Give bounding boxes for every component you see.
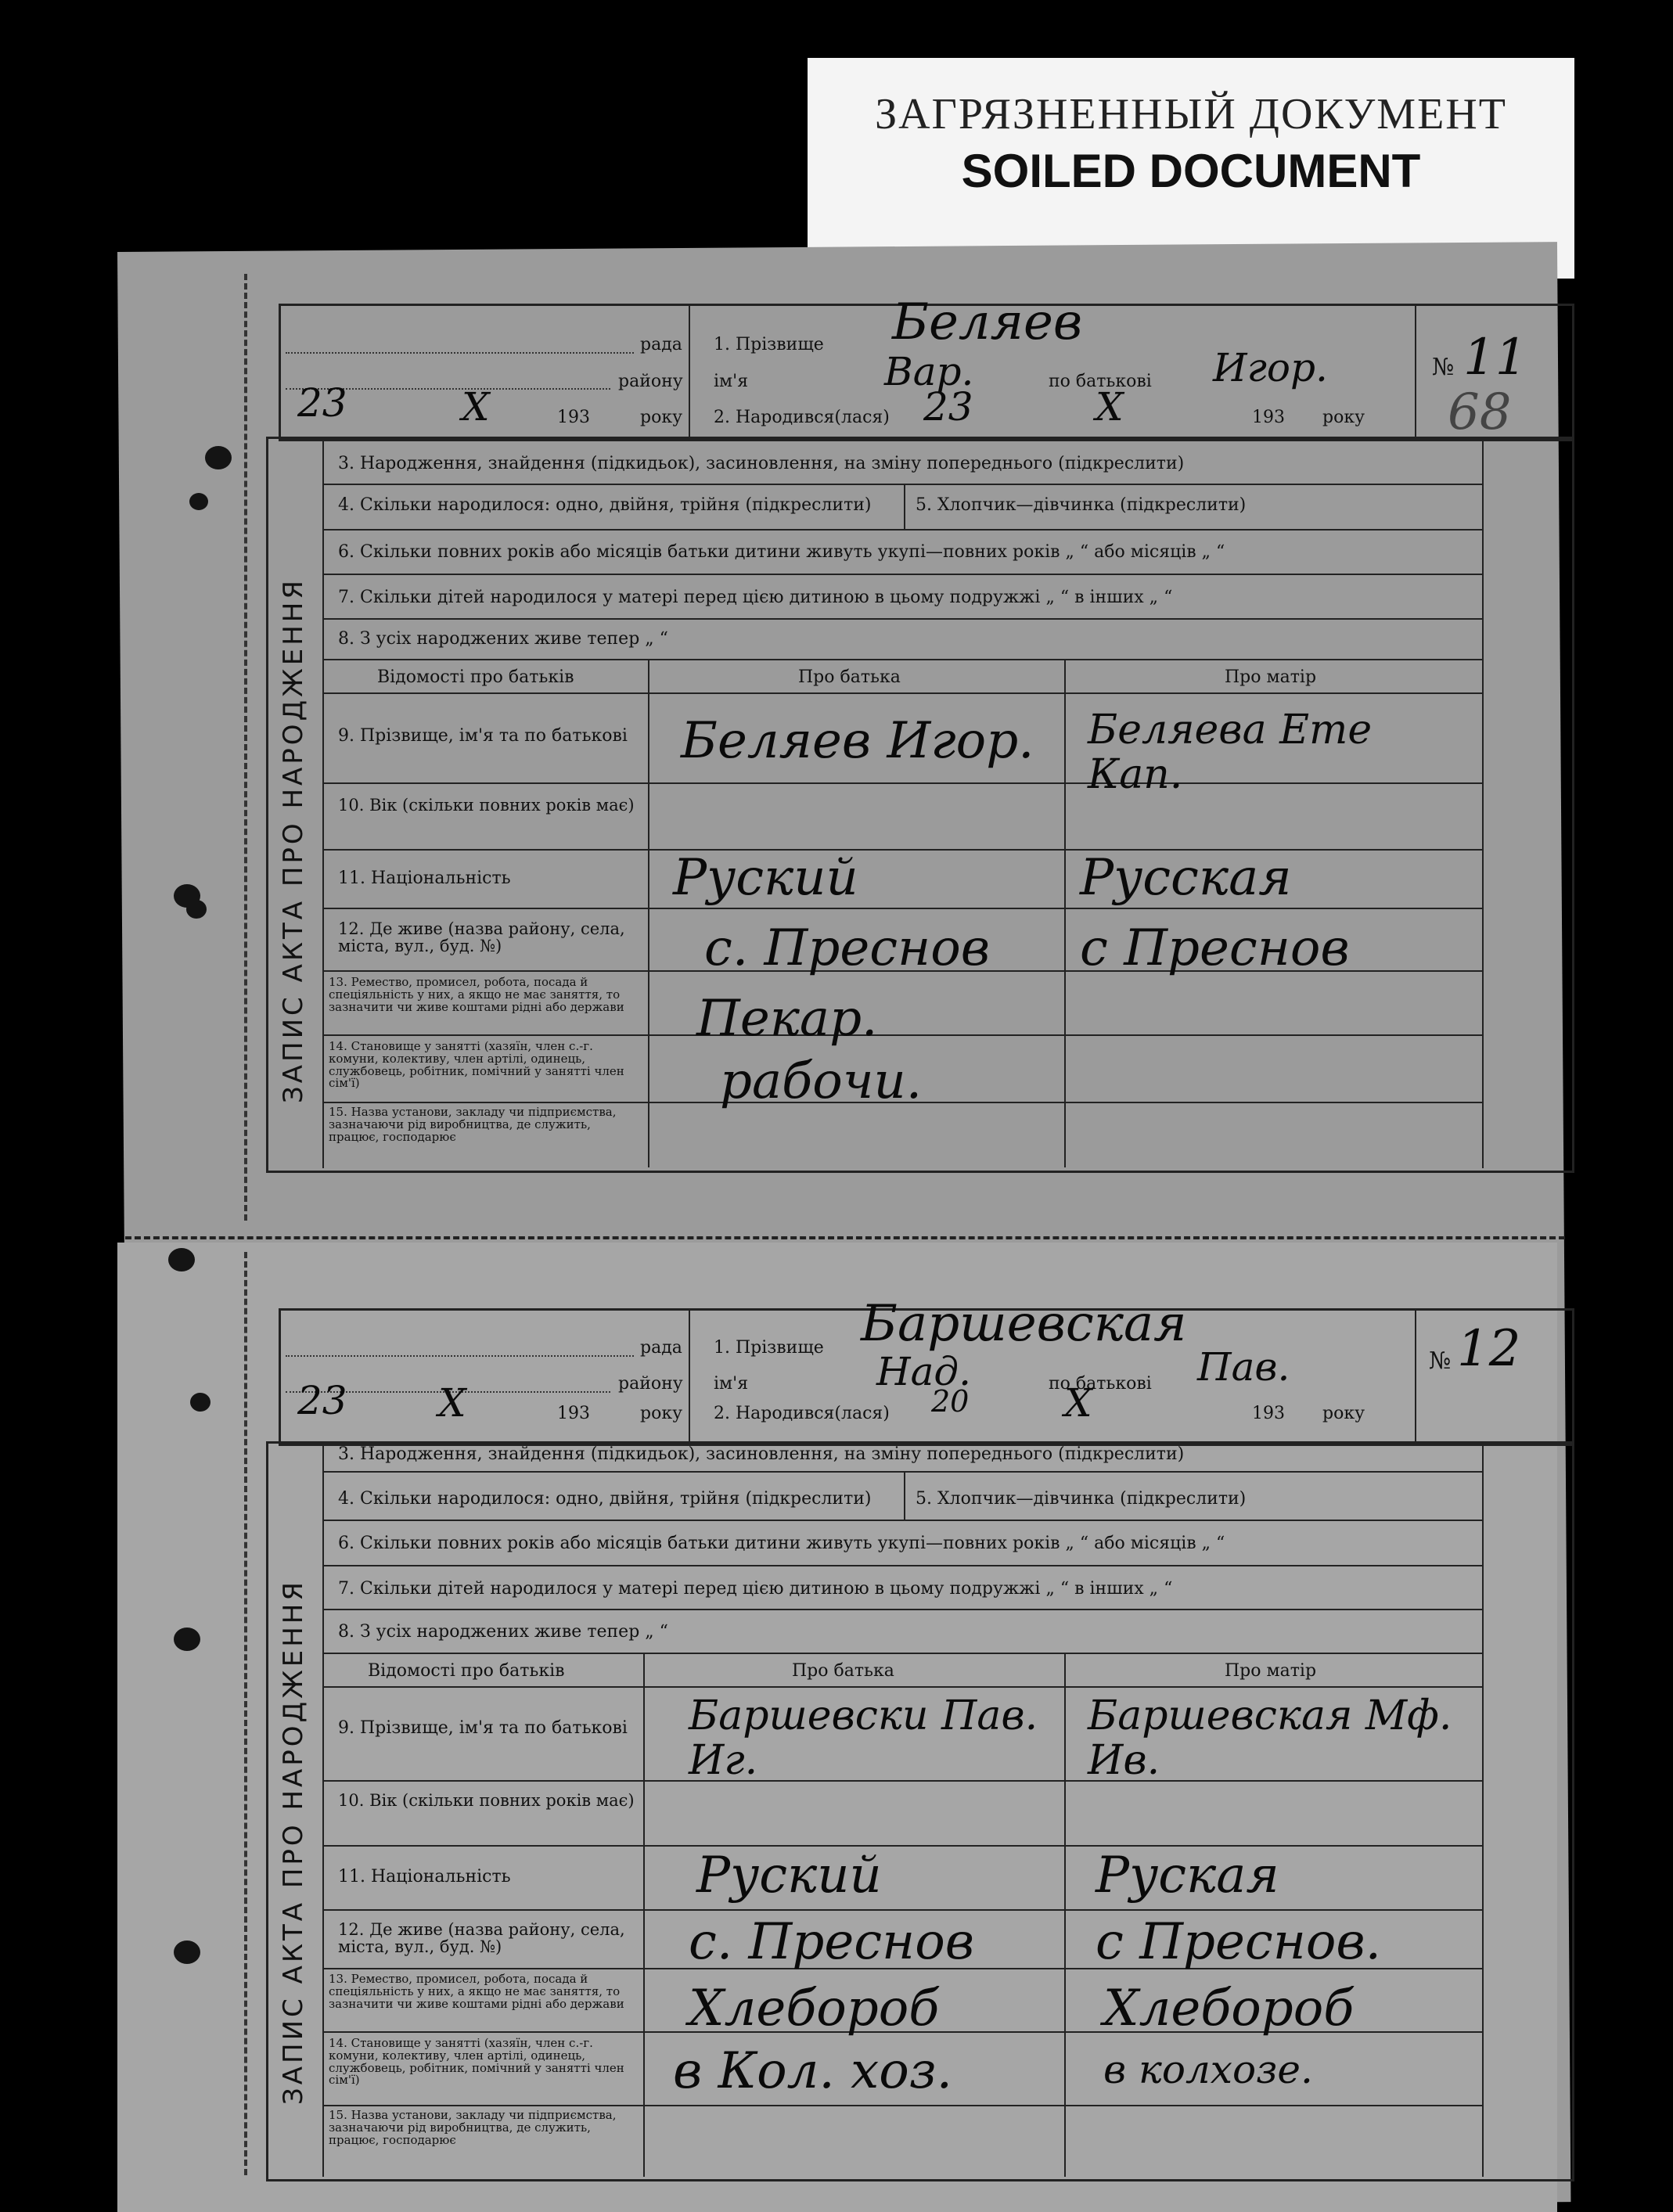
father-occupation: Пекар. bbox=[696, 990, 878, 1048]
row-line bbox=[324, 1686, 1482, 1688]
father-name: Баршевски Пав. Иг. bbox=[689, 1692, 1038, 1785]
field-3-label: 3. Народження, знайдення (підкидьок), засиновлення, на зміну попереднього (підкреслити) bbox=[338, 454, 1185, 473]
mother-position: в колхозе. bbox=[1103, 2047, 1313, 2092]
registration-day: 23 bbox=[297, 1378, 347, 1423]
field-6-label: 6. Скільки повних років або місяців батьки дитини живуть укупі—повних років „ “ або місяців „ “ bbox=[338, 1534, 1225, 1553]
row-12-label: 12. Де живе (назва району, села, міста, вул., буд. №) bbox=[338, 1920, 625, 1957]
child-surname: Баршевская bbox=[861, 1295, 1187, 1353]
name-label: ім'я bbox=[714, 372, 749, 391]
row-line bbox=[324, 1653, 1482, 1654]
year-label: 193 bbox=[557, 408, 590, 427]
col-divider bbox=[643, 1653, 645, 2177]
field-7-label: 7. Скільки дітей народилося у матері перед цією дитиною в цьому подружжі „ “ в інших „ “ bbox=[338, 588, 1173, 607]
mother-col-header: Про матір bbox=[1225, 1661, 1317, 1681]
row-9-label: 9. Прізвище, ім'я та по батькові bbox=[338, 726, 628, 746]
born-roku-label: року bbox=[1322, 1404, 1365, 1423]
record-number-label: № bbox=[1429, 1347, 1452, 1375]
field-7-label: 7. Скільки дітей народилося у матері перед цією дитиною в цьому подружжі „ “ в інших „ “ bbox=[338, 1579, 1173, 1599]
born-year-label: 193 bbox=[1252, 408, 1285, 427]
field-3-label: 3. Народження, знайдення (підкидьок), засиновлення, на зміну попереднього (підкреслити) bbox=[338, 1444, 1185, 1464]
father-residence: с. Преснов bbox=[704, 919, 990, 977]
row-line bbox=[324, 618, 1482, 620]
mother-name: Беляева Ете Кап. bbox=[1088, 707, 1373, 799]
row-11-label: 11. Національність bbox=[338, 1867, 511, 1886]
field-8-label: 8. З усіх народжених живе тепер „ “ bbox=[338, 1622, 668, 1642]
col-divider bbox=[1482, 1443, 1484, 2177]
born-year-label: 193 bbox=[1252, 1404, 1285, 1423]
row-line bbox=[324, 1565, 1482, 1566]
field-6-label: 6. Скільки повних років або місяців батьки дитини живуть укупі—повних років „ “ або місяців „ “ bbox=[338, 542, 1225, 562]
col-divider bbox=[648, 659, 649, 1167]
row-11-label: 11. Національність bbox=[338, 869, 511, 888]
punch-hole bbox=[174, 1940, 200, 1964]
row-line bbox=[324, 1909, 1482, 1911]
birth-month: X bbox=[1096, 384, 1124, 430]
punch-hole bbox=[189, 493, 208, 510]
row-line bbox=[324, 1471, 1482, 1473]
punch-hole bbox=[190, 1393, 210, 1412]
surname-label: 1. Прізвище bbox=[714, 1338, 824, 1358]
record-side-title: ЗАПИС АКТА ПРО НАРОДЖЕННЯ bbox=[278, 1579, 309, 2105]
mother-residence: с Преснов bbox=[1080, 919, 1350, 977]
birth-day: 23 bbox=[923, 384, 973, 430]
patronymic-label: по батькові bbox=[1049, 372, 1152, 391]
side-title-divider bbox=[322, 438, 324, 1168]
born-label: 2. Народився(лася) bbox=[714, 408, 890, 427]
perforation-line bbox=[244, 1252, 247, 2175]
row-13-label: 13. Ремество, промисел, робота, посада й спеціяльність у них, а якщо не має заняття, то зазначити чи живе коштами рідні або держави bbox=[329, 1972, 624, 2011]
registration-month: X bbox=[462, 384, 490, 430]
row-line bbox=[324, 574, 1482, 575]
row-line bbox=[324, 1034, 1482, 1036]
rayonu-label: району bbox=[618, 372, 683, 391]
rada-line bbox=[286, 352, 634, 354]
rada-label: рада bbox=[640, 335, 682, 354]
born-roku-label: року bbox=[1322, 408, 1365, 427]
roku-label: року bbox=[640, 408, 683, 427]
row-line bbox=[324, 1609, 1482, 1610]
rada-line bbox=[286, 1355, 634, 1357]
row-line bbox=[324, 529, 1482, 531]
rayonu-label: району bbox=[618, 1374, 683, 1394]
stamp-english-text: SOILED DOCUMENT bbox=[961, 145, 1421, 197]
father-nationality: Руский bbox=[673, 849, 858, 907]
mother-residence: с Преснов. bbox=[1096, 1913, 1381, 1971]
archive-number: 68 bbox=[1448, 383, 1512, 441]
row-15-label: 15. Назва установи, закладу чи підприємства, зазначаючи рід виробництва, де служить, працює, господарює bbox=[329, 2108, 617, 2147]
row-divider bbox=[904, 484, 905, 529]
birth-month: X bbox=[1064, 1380, 1092, 1426]
row-line bbox=[324, 2105, 1482, 2106]
header-divider bbox=[689, 305, 690, 437]
col-divider bbox=[1064, 1653, 1066, 2177]
header-divider bbox=[689, 1310, 690, 1441]
registration-month: X bbox=[438, 1380, 466, 1426]
birth-day: 20 bbox=[931, 1384, 970, 1419]
father-nationality: Руский bbox=[696, 1847, 882, 1904]
row-13-label: 13. Ремество, промисел, робота, посада й спеціяльність у них, а якщо не має заняття, то зазначити чи живе коштами рідні або держави bbox=[329, 975, 624, 1014]
punch-hole bbox=[205, 446, 232, 469]
record-side-title: ЗАПИС АКТА ПРО НАРОДЖЕННЯ bbox=[278, 577, 309, 1103]
row-10-label: 10. Вік (скільки повних років має) bbox=[338, 796, 635, 815]
row-line bbox=[324, 1845, 1482, 1847]
father-occupation: Хлебороб bbox=[689, 1980, 940, 2038]
row-9-label: 9. Прізвище, ім'я та по батькові bbox=[338, 1718, 628, 1738]
child-name: Вар. bbox=[884, 349, 974, 394]
name-label: ім'я bbox=[714, 1374, 749, 1394]
rada-label: рада bbox=[640, 1338, 682, 1358]
field-4-label: 4. Скільки народилося: одно, двійня, трійня (підкреслити) bbox=[338, 495, 872, 515]
punch-hole bbox=[174, 1628, 200, 1651]
registration-day: 23 bbox=[297, 380, 347, 426]
row-14-label: 14. Становище у занятті (хазяїн, член с.-г. комуни, колективу, член артілі, одинець, службовець, робітник, помічний у занятті член сім'ї) bbox=[329, 2036, 624, 2088]
year-label: 193 bbox=[557, 1404, 590, 1423]
father-name: Беляев Игор. bbox=[681, 712, 1034, 770]
parents-col-header: Відомості про батьків bbox=[377, 667, 574, 687]
child-name: Над. bbox=[876, 1349, 971, 1394]
punch-hole bbox=[186, 900, 207, 919]
mother-nationality: Русская bbox=[1080, 849, 1292, 907]
mother-col-header: Про матір bbox=[1225, 667, 1317, 687]
mother-name: Баршевская Мф. Ив. bbox=[1088, 1692, 1452, 1785]
row-line bbox=[324, 1520, 1482, 1521]
record-number: 12 bbox=[1457, 1320, 1521, 1378]
child-patronymic: Игор. bbox=[1213, 345, 1328, 390]
child-surname: Беляев bbox=[892, 293, 1083, 351]
father-col-header: Про батька bbox=[792, 1661, 894, 1681]
roku-label: року bbox=[640, 1404, 683, 1423]
perforation-line bbox=[244, 274, 247, 1221]
row-line bbox=[324, 908, 1482, 909]
field-4-label: 4. Скільки народилося: одно, двійня, трійня (підкреслити) bbox=[338, 1489, 872, 1509]
col-divider bbox=[1482, 438, 1484, 1168]
row-divider bbox=[904, 1471, 905, 1520]
father-residence: с. Преснов bbox=[689, 1913, 974, 1971]
surname-label: 1. Прізвище bbox=[714, 335, 824, 354]
born-label: 2. Народився(лася) bbox=[714, 1404, 890, 1423]
stamp-russian-text: ЗАГРЯЗНЕННЫЙ ДОКУМЕНТ bbox=[875, 90, 1507, 138]
row-line bbox=[324, 659, 1482, 660]
record-number-label: № bbox=[1432, 354, 1455, 381]
mother-nationality: Руская bbox=[1096, 1847, 1279, 1904]
mother-occupation: Хлебороб bbox=[1103, 1980, 1355, 2038]
field-5-label: 5. Хлопчик—дівчинка (підкреслити) bbox=[916, 495, 1247, 515]
row-line bbox=[324, 692, 1482, 694]
cut-line bbox=[125, 1236, 1565, 1239]
row-12-label: 12. Де живе (назва району, села, міста, вул., буд. №) bbox=[338, 919, 625, 956]
punch-hole bbox=[168, 1248, 195, 1271]
header-divider bbox=[1415, 305, 1416, 437]
father-position: рабочи. bbox=[720, 1052, 923, 1110]
header-divider bbox=[1415, 1310, 1416, 1441]
row-10-label: 10. Вік (скільки повних років має) bbox=[338, 1791, 635, 1810]
field-5-label: 5. Хлопчик—дівчинка (підкреслити) bbox=[916, 1489, 1247, 1509]
child-patronymic: Пав. bbox=[1197, 1344, 1290, 1390]
row-14-label: 14. Становище у занятті (хазяїн, член с.-г. комуни, колективу, член артілі, одинець, службовець, робітник, помічний у занятті член сім'ї) bbox=[329, 1039, 624, 1091]
row-line bbox=[324, 484, 1482, 485]
record-number: 11 bbox=[1463, 329, 1527, 387]
father-col-header: Про батька bbox=[798, 667, 901, 687]
side-title-divider bbox=[322, 1443, 324, 2177]
row-line bbox=[324, 849, 1482, 851]
patronymic-label: по батькові bbox=[1049, 1374, 1152, 1394]
col-divider bbox=[1064, 659, 1066, 1167]
parents-col-header: Відомості про батьків bbox=[368, 1661, 565, 1681]
row-15-label: 15. Назва установи, закладу чи підприємства, зазначаючи рід виробництва, де служить, працює, господарює bbox=[329, 1105, 617, 1144]
father-position: в Кол. хоз. bbox=[673, 2042, 952, 2100]
field-8-label: 8. З усіх народжених живе тепер „ “ bbox=[338, 629, 668, 649]
